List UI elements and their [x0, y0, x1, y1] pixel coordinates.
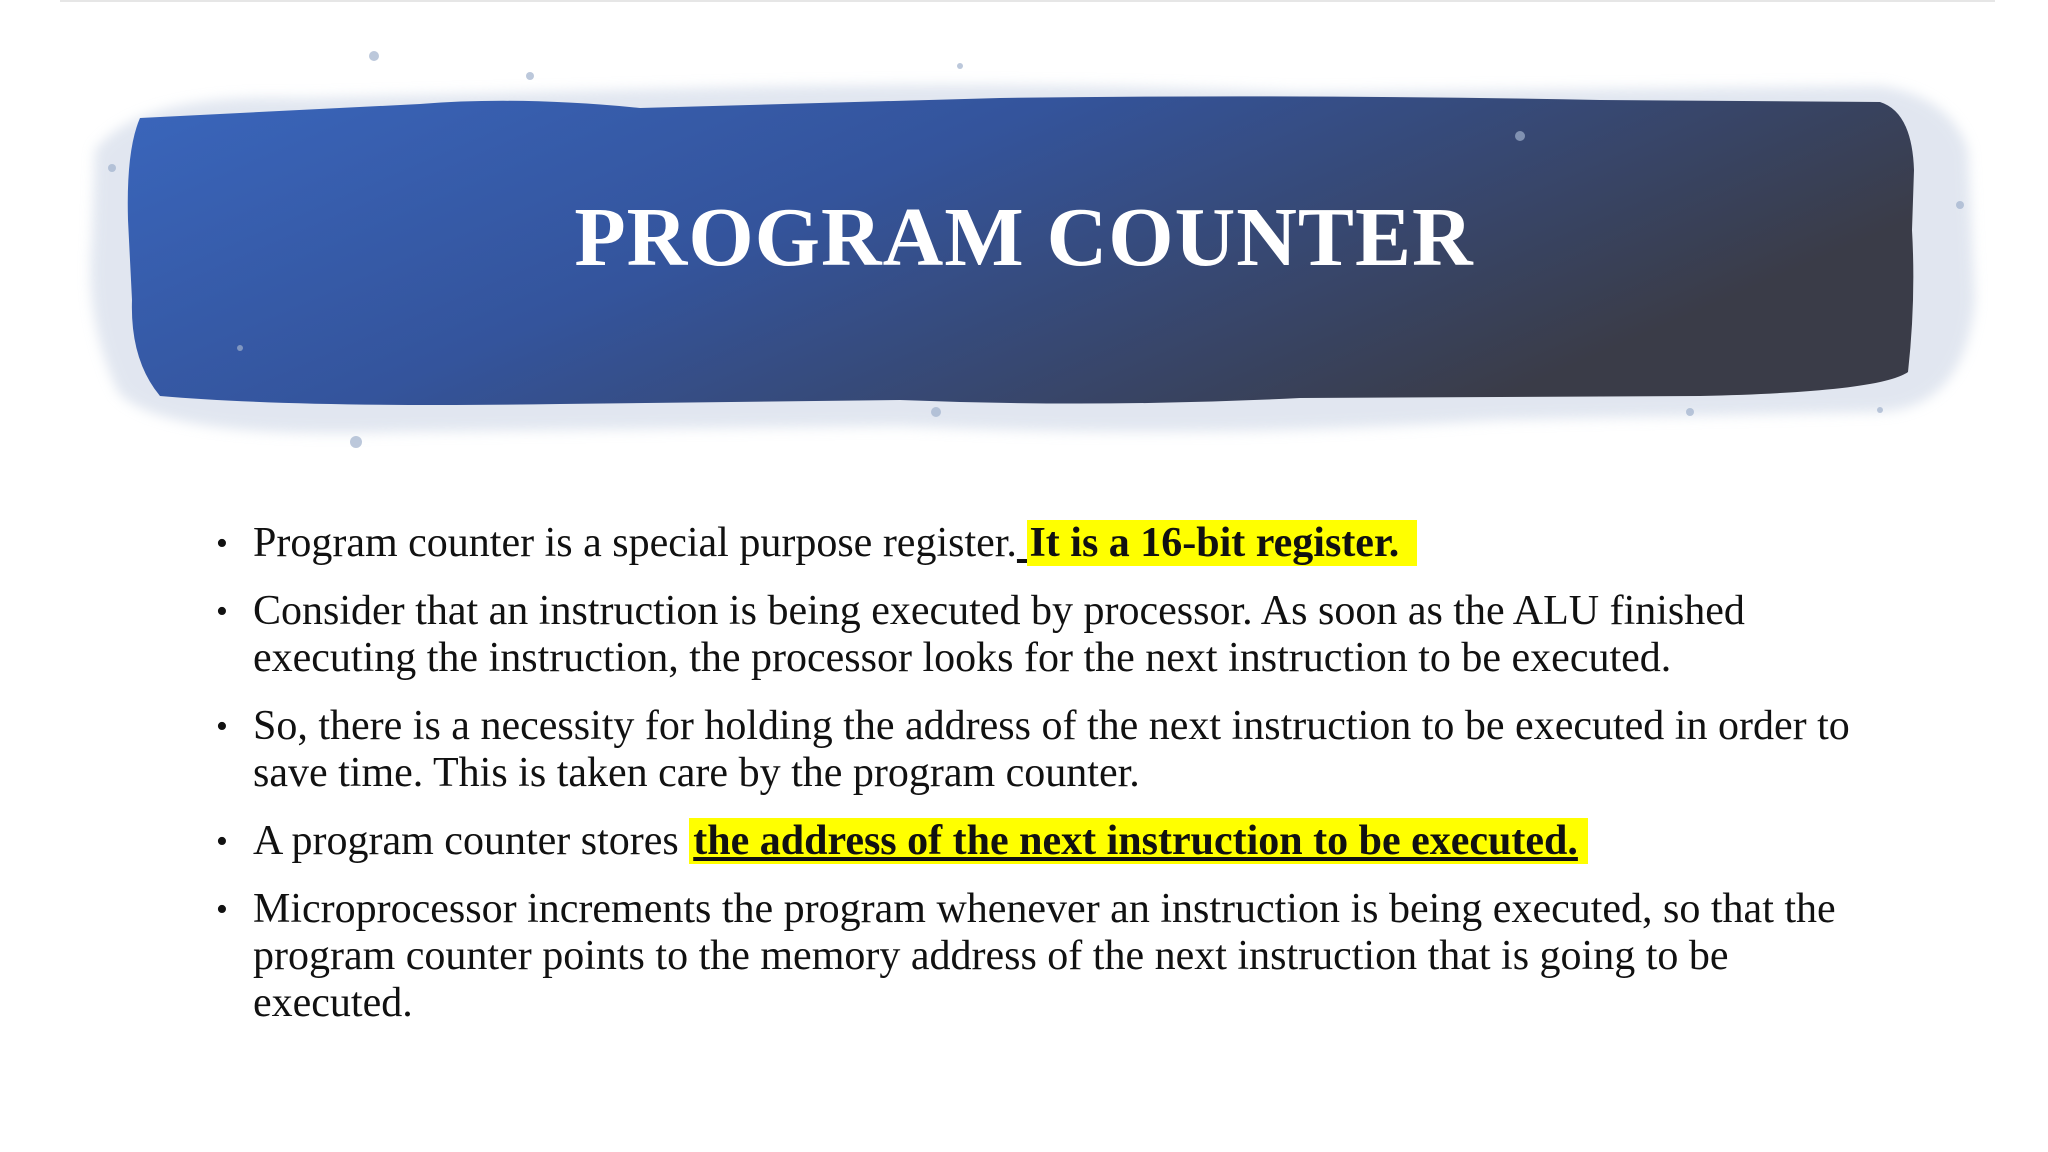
highlighted-text: the address of the next instruction to be executed. — [689, 818, 1588, 864]
slide-title: PROGRAM COUNTER — [574, 191, 1474, 284]
bullet-text: Microprocessor increments the program whenever an instruction is being executed, so that the program counter points to the memory address of the next instruction that is going to be executed. — [253, 886, 1836, 1026]
bullet-text: Consider that an instruction is being executed by processor. As soon as the ALU finished executing the instruction, the processor looks for the next instruction to be executed. — [253, 588, 1745, 681]
bullet-list — [200, 520, 1880, 1048]
bullet-dot-icon: • — [216, 823, 228, 860]
bullet-text: Program counter is a special purpose register. — [253, 520, 1017, 566]
bullet-item — [200, 520, 1880, 567]
bullet-text: So, there is a necessity for holding the address of the next instruction to be executed in order to save time. This is taken care by the program counter. — [253, 703, 1850, 796]
bullet-separator — [1017, 520, 1028, 566]
bullet-dot-icon: • — [216, 891, 228, 928]
bullet-dot-icon: • — [216, 708, 228, 745]
bullet-text: A program counter stores — [253, 818, 690, 864]
highlighted-text: It is a 16-bit register. — [1027, 520, 1417, 566]
bullet-item — [200, 703, 1880, 797]
bullet-item — [200, 886, 1880, 1027]
bullet-item — [200, 818, 1880, 865]
bullet-dot-icon: • — [216, 525, 228, 562]
bullet-dot-icon: • — [216, 593, 228, 630]
bullet-item — [200, 588, 1880, 682]
